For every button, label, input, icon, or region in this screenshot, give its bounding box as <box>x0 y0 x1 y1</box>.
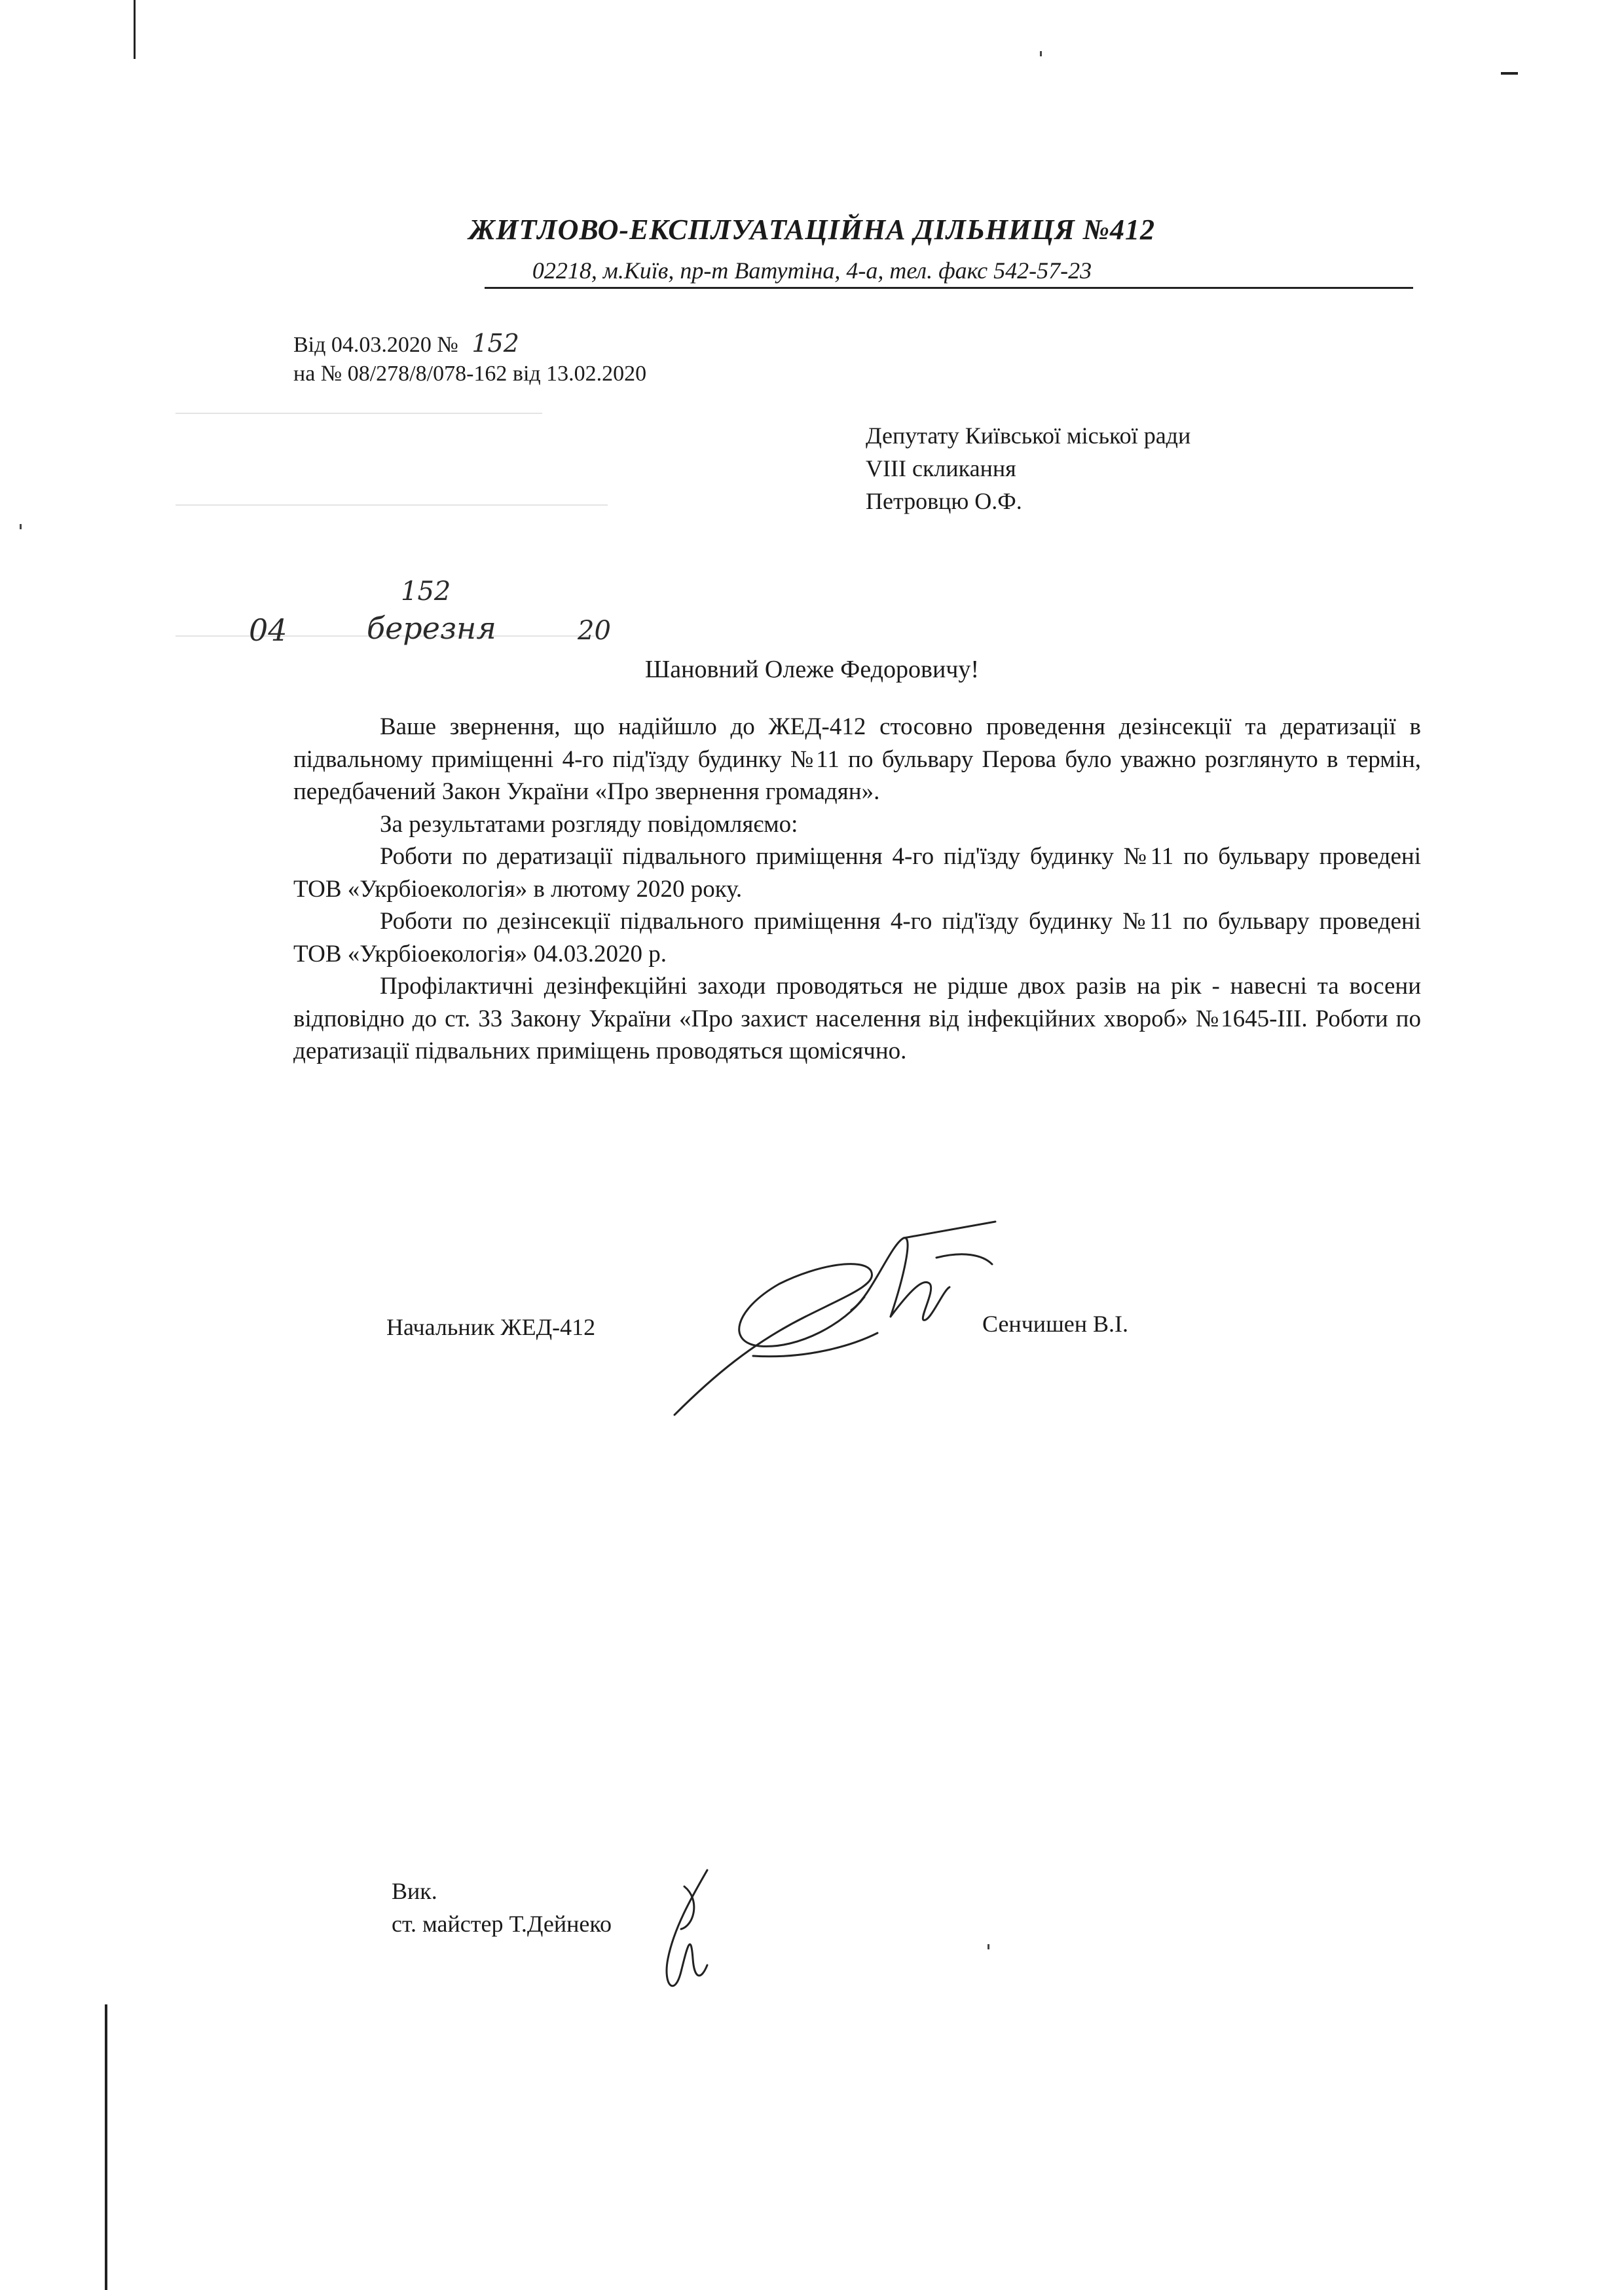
body-paragraph-4: Роботи по дезінсекції підвального приміщення 4-го під'їзду будинку №11 по бульвару проведені ТОВ «Укрбіоекологія» 04.03.2020 р. <box>293 908 1421 967</box>
handwritten-day: 04 <box>249 612 287 648</box>
handwritten-number: 152 <box>401 576 451 607</box>
scan-speck <box>20 524 22 529</box>
executor-name: ст. майстер Т.Дейнеко <box>392 1911 612 1937</box>
recipient-line-2: VIII скликання <box>866 455 1016 481</box>
salutation: Шановний Олеже Федоровичу! <box>644 656 980 683</box>
scan-speck <box>987 1944 989 1949</box>
signatory-name: Сенчишен В.І. <box>982 1311 1129 1337</box>
handwritten-year: 20 <box>578 616 611 646</box>
signatory-role: Начальник ЖЕД-412 <box>386 1314 596 1340</box>
outgoing-reference-number: 152 <box>471 329 519 358</box>
body-paragraph-5: Профілактичні дезінфекційні заходи проводяться не рідше двох разів на рік - навесні та восени відповідно до ст. 33 Закону України «Про захист населення від інфекційних хвороб» №1645-ІІІ. Роботи по дератизації підвальних приміщень проводяться щомісячно. <box>293 973 1421 1064</box>
organization-title: ЖИТЛОВО-ЕКСПЛУАТАЦІЙНА ДІЛЬНИЦЯ №412 <box>468 214 1156 246</box>
outgoing-reference <box>293 329 519 358</box>
faded-stamp <box>175 406 634 642</box>
header-divider <box>485 287 1413 289</box>
recipient-line-1: Депутату Київської міської ради <box>866 422 1191 449</box>
scan-mark <box>1501 72 1518 75</box>
body-paragraph-2: За результатами розгляду повідомляємо: <box>380 810 798 838</box>
executor-label: Вик. <box>392 1878 437 1904</box>
recipient-line-3: Петровцю О.Ф. <box>866 488 1022 514</box>
signature-icon <box>655 1218 1022 1435</box>
executor-initials-icon <box>655 1867 727 2004</box>
body-paragraph-1: Ваше звернення, що надійшло до ЖЕД-412 стосовно проведення дезінсекції та дератизації в підвальному приміщенні 4-го під'їзду будинку №11 по бульвару Перова було уважно розглянуто в термін, передбачений Закон України «Про звернення громадян». <box>293 713 1421 805</box>
body-paragraph-3: Роботи по дератизації підвального приміщення 4-го під'їзду будинку №11 по бульвару проведені ТОВ «Укрбіоекологія» в лютому 2020 року. <box>293 843 1421 903</box>
incoming-reference: на № 08/278/8/078-162 від 13.02.2020 <box>293 362 647 386</box>
scan-edge-top <box>134 0 136 59</box>
letter-body <box>293 711 1421 1068</box>
handwritten-month: березня <box>367 610 496 646</box>
scan-edge-bottom <box>105 2004 107 2290</box>
scan-speck <box>1040 51 1042 56</box>
organization-address: 02218, м.Київ, пр-т Ватутіна, 4-а, тел. факс 542-57-23 <box>532 257 1092 284</box>
outgoing-reference-prefix: Від 04.03.2020 № <box>293 333 458 357</box>
